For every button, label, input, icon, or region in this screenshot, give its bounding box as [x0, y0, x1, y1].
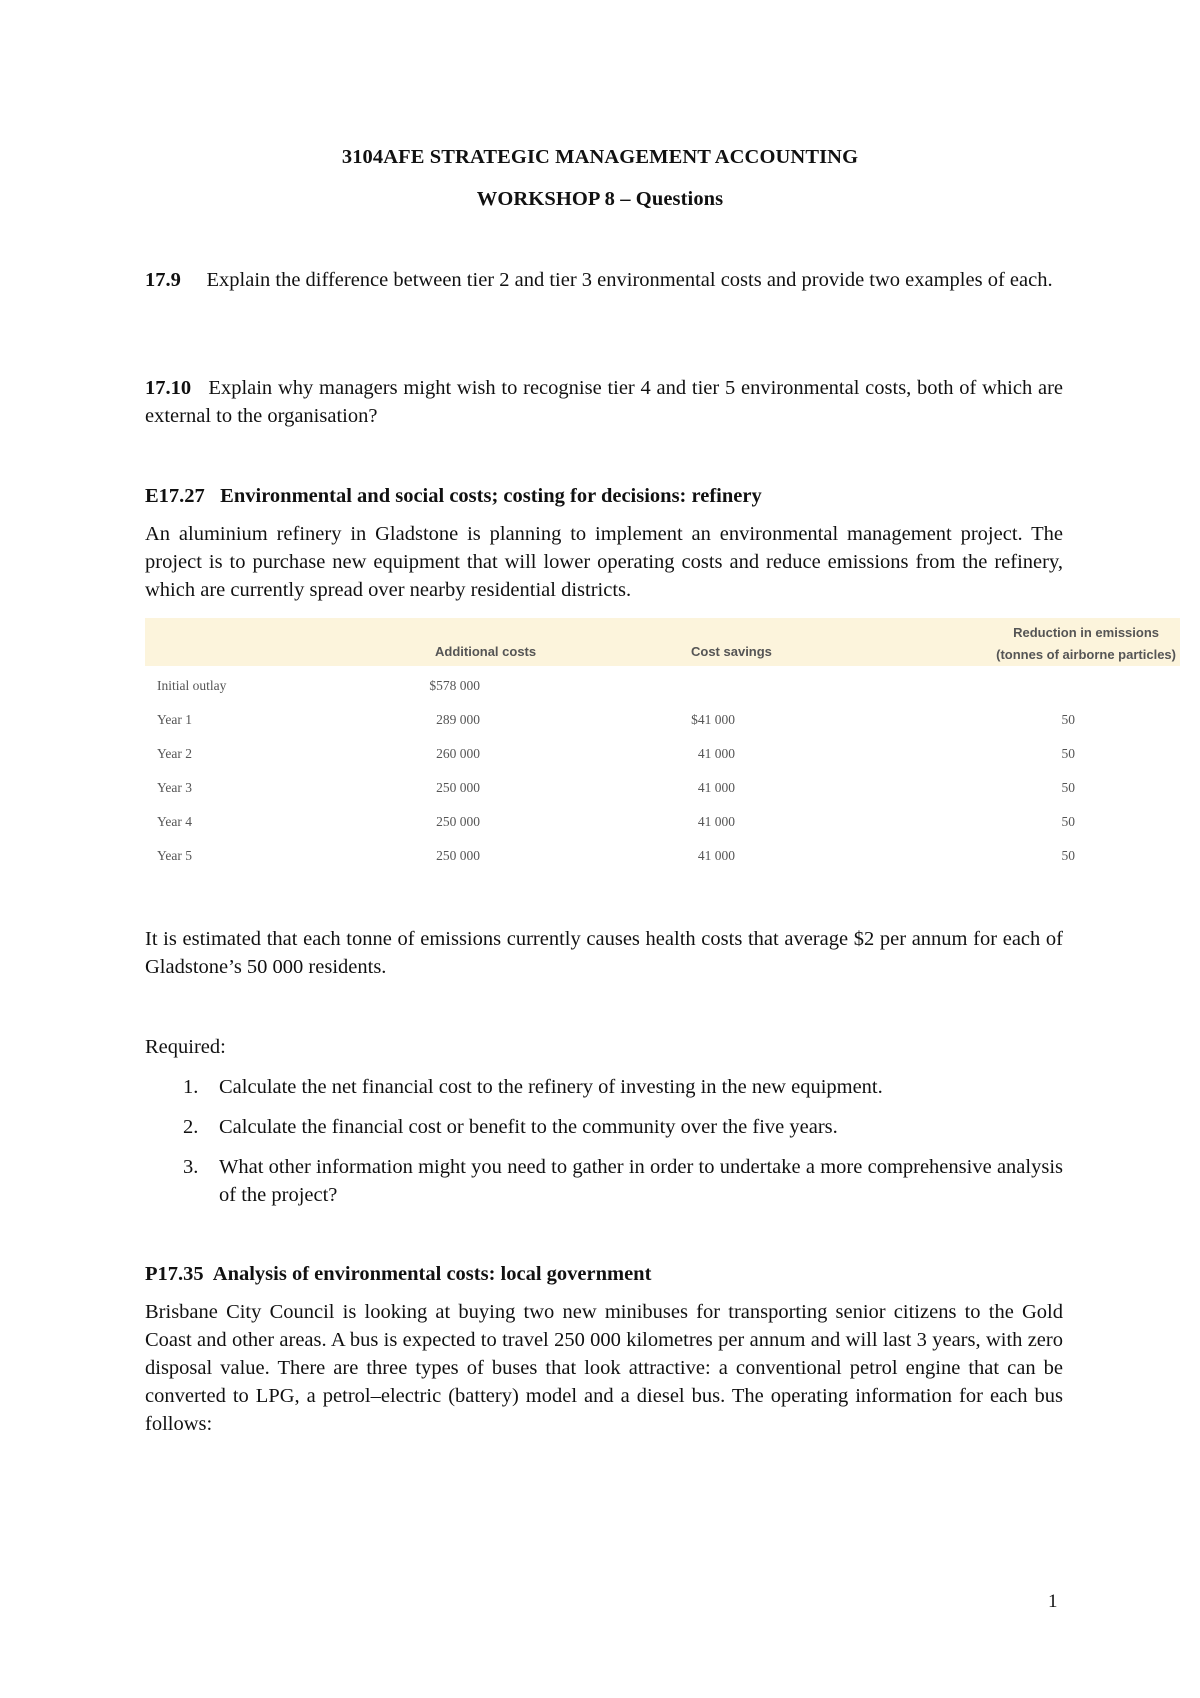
- cost-saving-cell: 41 000: [697, 780, 735, 795]
- list-item: [145, 1073, 1063, 1101]
- emission-reduction-cell: 50: [1061, 848, 1075, 863]
- item-text: Calculate the net financial cost to the refinery of investing in the new equipment.: [219, 1076, 883, 1098]
- emission-reduction-cell: 50: [1061, 712, 1075, 727]
- question-number: 17.10: [145, 377, 192, 399]
- additional-cost-cell: 250 000: [436, 780, 480, 795]
- estimate-paragraph: [145, 925, 1063, 981]
- emission-reduction-cell: 50: [1061, 746, 1075, 761]
- question-17-9: [145, 266, 1063, 294]
- problem-text: Brisbane City Council is looking at buying two new minibuses for transporting senior citizens to the Gold Coast and other areas. A bus is expected to travel 250 000 kilometres per annum and will last 3 years, with zero disposal value. There are three types of buses that look attractive: a conventional petrol engine that can be converted to LPG, a petrol–electric (battery) model and a diesel bus. The operating information for each bus follows:: [145, 1301, 1063, 1435]
- workshop-title: WORKSHOP 8 – Questions: [476, 188, 724, 210]
- item-text: What other information might you need to gather in order to undertake a more comprehensive analysis of the project?: [219, 1156, 1063, 1206]
- table-row: [145, 700, 1180, 734]
- list-item: [145, 1113, 1063, 1141]
- header-reduction-in-emissions: [996, 622, 1176, 666]
- additional-cost-cell: $578 000: [429, 678, 480, 693]
- problem-heading: P17.35 Analysis of environmental costs: local government: [145, 1263, 652, 1285]
- question-body: Explain the difference between tier 2 and tier 3 environmental costs and provide two examples of each.: [206, 269, 1053, 291]
- row-label: Year 5: [157, 848, 193, 863]
- row-label: Year 3: [157, 780, 193, 795]
- table-row: [145, 768, 1180, 802]
- problem-p17-35: [145, 1260, 1063, 1438]
- item-number: 3.: [183, 1156, 199, 1178]
- cost-saving-cell: 41 000: [697, 848, 735, 863]
- exercise-intro: An aluminium refinery in Gladstone is planning to implement an environmental management project. The project is to purchase new equipment that will lower operating costs and reduce emissions from the refinery, which are currently spread over nearby residential districts.: [145, 523, 1063, 601]
- emission-reduction-cell: 50: [1061, 814, 1075, 829]
- table-row: [145, 802, 1180, 836]
- question-number: 17.9: [145, 269, 181, 291]
- header-reduction-line2: (tonnes of airborne particles): [996, 647, 1176, 662]
- page-number: 1: [1048, 1591, 1058, 1612]
- row-label: Year 4: [157, 814, 193, 829]
- item-text: Calculate the financial cost or benefit to the community over the five years.: [219, 1116, 838, 1138]
- item-number: 1.: [183, 1076, 199, 1098]
- question-17-10: [145, 374, 1063, 430]
- exercise-e17-27: [145, 482, 1063, 604]
- row-label: Year 1: [157, 712, 193, 727]
- list-item: [145, 1153, 1063, 1209]
- row-label: Year 2: [157, 746, 193, 761]
- question-17-10-text: [145, 374, 1063, 430]
- course-title: 3104AFE STRATEGIC MANAGEMENT ACCOUNTING: [341, 146, 859, 168]
- table-header: [145, 618, 1180, 666]
- additional-cost-cell: 289 000: [436, 712, 480, 727]
- header-cost-savings: Cost savings: [691, 644, 772, 659]
- cost-saving-cell: 41 000: [697, 746, 735, 761]
- required-list: [145, 1073, 1063, 1209]
- header-reduction-line1: Reduction in emissions: [1013, 625, 1160, 640]
- estimate-text: It is estimated that each tonne of emissions currently causes health costs that average $2 per annum for each of Gladstone’s 50 000 residents.: [145, 928, 1063, 978]
- additional-cost-cell: 260 000: [436, 746, 480, 761]
- question-body: Explain why managers might wish to recognise tier 4 and tier 5 environmental costs, both of which are external to the organisation?: [145, 377, 1064, 427]
- additional-cost-cell: 250 000: [436, 814, 480, 829]
- emissions-table: [145, 618, 1180, 870]
- cost-saving-cell: 41 000: [697, 814, 735, 829]
- exercise-heading: E17.27 Environmental and social costs; costing for decisions: refinery: [145, 485, 762, 507]
- cost-saving-cell: $41 000: [691, 712, 735, 727]
- question-17-9-text: [145, 266, 1063, 294]
- item-number: 2.: [183, 1116, 199, 1138]
- required-section: [145, 1033, 1063, 1221]
- header-additional-costs: Additional costs: [435, 644, 537, 659]
- required-label: Required:: [145, 1036, 226, 1058]
- table-row: [145, 836, 1180, 870]
- row-label: Initial outlay: [157, 678, 227, 693]
- table-row: [145, 734, 1180, 768]
- table-row: [145, 666, 1180, 700]
- additional-cost-cell: 250 000: [436, 848, 480, 863]
- emission-reduction-cell: 50: [1061, 780, 1075, 795]
